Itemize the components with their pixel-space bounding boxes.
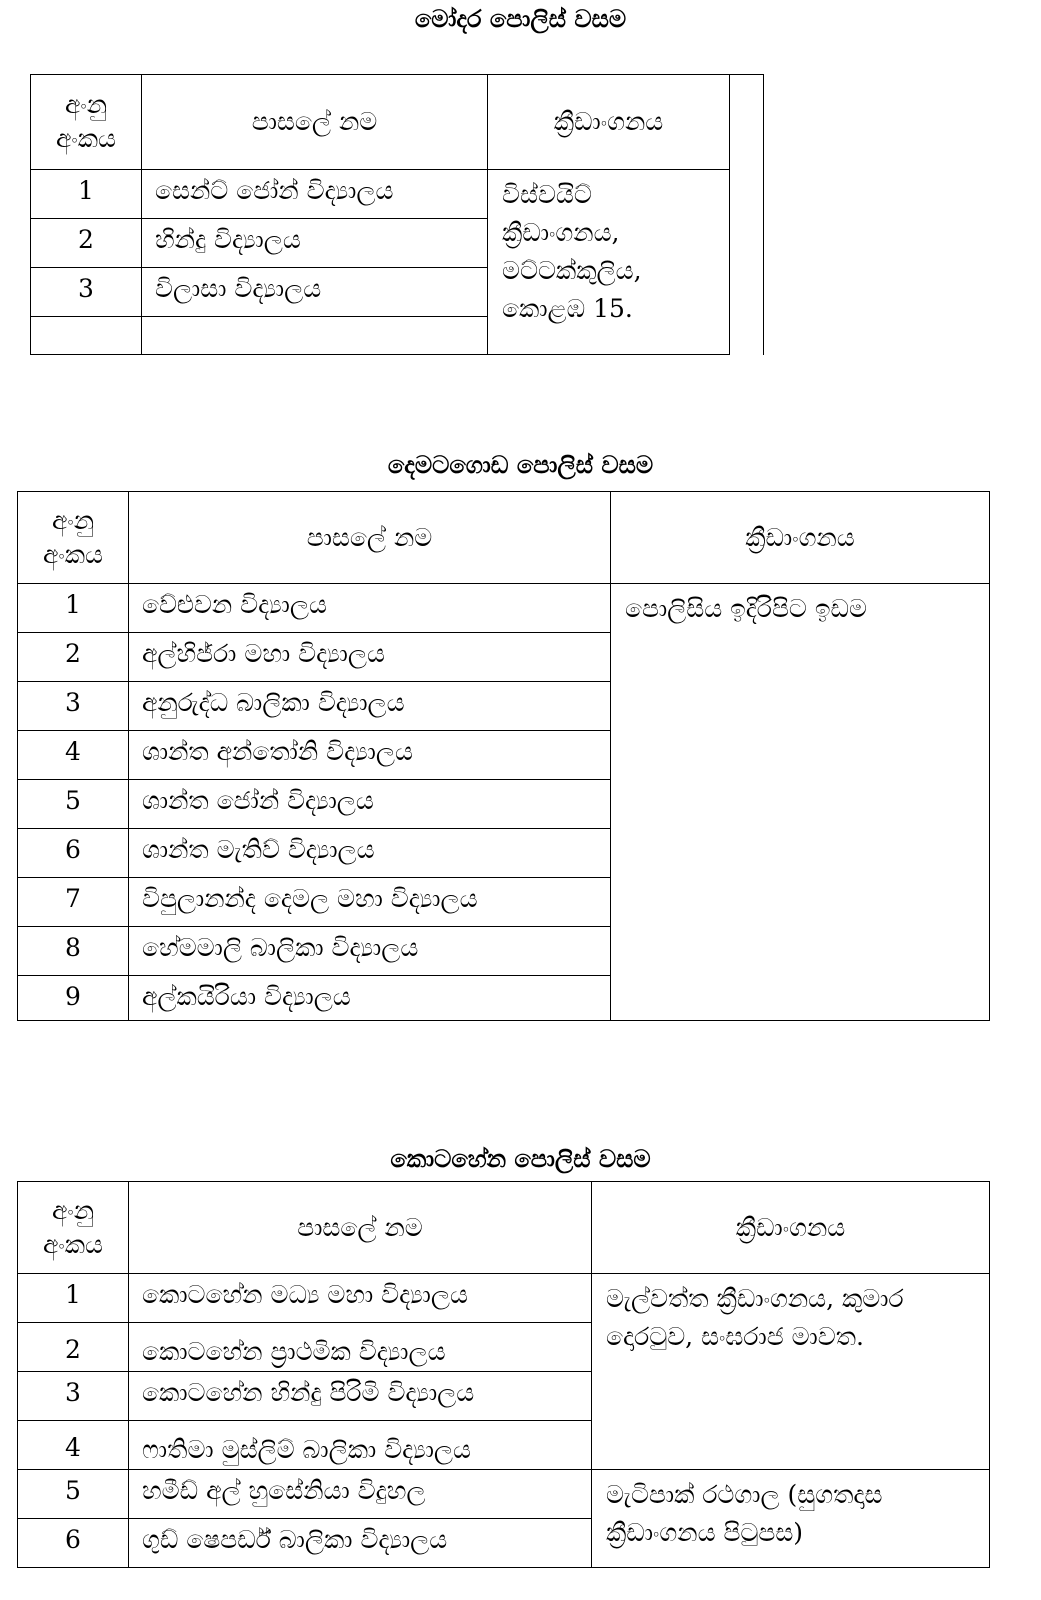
row-number: 4 bbox=[18, 731, 129, 780]
school-name: කොටහේන මධ්‍ය මහා විද්‍යාලය bbox=[129, 1274, 592, 1323]
school-name: අනුරුද්ධ බාලිකා විද්‍යාලය bbox=[129, 682, 611, 731]
table-header-row bbox=[31, 75, 764, 170]
table-header-row bbox=[18, 492, 990, 584]
school-name: විලාසා විද්‍යාලය bbox=[142, 268, 488, 317]
empty-column bbox=[730, 75, 764, 355]
school-name: කොටහේන ප්‍රාථමික විද්‍යාලය bbox=[129, 1323, 592, 1372]
row-number: 9 bbox=[18, 976, 129, 1021]
row-number: 8 bbox=[18, 927, 129, 976]
row-number: 1 bbox=[18, 584, 129, 633]
venue-cell: මැටිපාක් රථගාල (සුගතදාස ක්‍රීඩාංගනය පිටුපස) bbox=[592, 1470, 990, 1568]
row-number: 7 bbox=[18, 878, 129, 927]
table-row bbox=[31, 170, 764, 219]
section-title-modara: මෝදර පොලිස් වසම bbox=[414, 4, 627, 33]
table-row bbox=[18, 584, 990, 633]
row-number: 1 bbox=[31, 170, 142, 219]
row-number: 2 bbox=[31, 219, 142, 268]
header-venue: ක්‍රීඩාංගනය bbox=[488, 75, 730, 170]
row-number: 3 bbox=[18, 1372, 129, 1421]
row-number: 3 bbox=[31, 268, 142, 317]
row-number: 2 bbox=[18, 1323, 129, 1372]
section-title-dematagoda: දෙමටගොඩ පොලිස් වසම bbox=[387, 450, 654, 479]
venue-cell: විස්වයිට් ක්‍රීඩාංගනය, මට්ටක්කුලිය, කොළඹ 15. bbox=[488, 170, 730, 355]
school-name: අල්කයිරියා විද්‍යාලය bbox=[129, 976, 611, 1021]
school-name: හින්දු විද්‍යාලය bbox=[142, 219, 488, 268]
header-venue: ක්‍රීඩාංගනය bbox=[592, 1182, 990, 1274]
school-name: ගුඩ් ෂෙපර්ඩ් බාලිකා විද්‍යාලය bbox=[129, 1519, 592, 1568]
table-row bbox=[18, 1470, 990, 1519]
venue-cell: මැල්වත්ත ක්‍රීඩාංගනය, කුමාර දොරටුව, සංඝරාජ මාවත. bbox=[592, 1274, 990, 1470]
row-number: 6 bbox=[18, 1519, 129, 1568]
venue-cell: පොලිසිය ඉදිරිපිට ඉඩම bbox=[611, 584, 990, 1021]
row-number: 6 bbox=[18, 829, 129, 878]
row-number: 3 bbox=[18, 682, 129, 731]
school-name: හමීඩ් අල් හුසේනියා විදුහල bbox=[129, 1470, 592, 1519]
table-modara bbox=[30, 74, 764, 355]
school-name: සෙන්ට් ජෝන් විද්‍යාලය bbox=[142, 170, 488, 219]
header-school-name: පාසලේ නම bbox=[129, 492, 611, 584]
school-name: වේළුවන විද්‍යාලය bbox=[129, 584, 611, 633]
school-name: ෆාතිමා මුස්ලිම් බාලිකා විද්‍යාලය bbox=[129, 1421, 592, 1470]
header-school-name: පාසලේ නම bbox=[142, 75, 488, 170]
table-dematagoda bbox=[17, 491, 990, 1021]
header-number: අංනු අංකය bbox=[18, 1182, 129, 1274]
empty-cell bbox=[31, 317, 142, 355]
header-number: අංනු අංකය bbox=[18, 492, 129, 584]
school-name: ශාන්ත අන්තෝනි විද්‍යාලය bbox=[129, 731, 611, 780]
table-kotahena bbox=[17, 1181, 990, 1568]
table-header-row bbox=[18, 1182, 990, 1274]
school-name: ශාන්ත ජෝන් විද්‍යාලය bbox=[129, 780, 611, 829]
row-number: 4 bbox=[18, 1421, 129, 1470]
table-row bbox=[18, 1274, 990, 1323]
row-number: 5 bbox=[18, 1470, 129, 1519]
school-name: හේමමාලි බාලිකා විද්‍යාලය bbox=[129, 927, 611, 976]
row-number: 5 bbox=[18, 780, 129, 829]
header-number: අංනු අංකය bbox=[31, 75, 142, 170]
school-name: ශාන්ත මැතිව් විද්‍යාලය bbox=[129, 829, 611, 878]
empty-cell bbox=[142, 317, 488, 355]
school-name: අල්හිජ්රා මහා විද්‍යාලය bbox=[129, 633, 611, 682]
header-school-name: පාසලේ නම bbox=[129, 1182, 592, 1274]
row-number: 2 bbox=[18, 633, 129, 682]
header-venue: ක්‍රීඩාංගනය bbox=[611, 492, 990, 584]
row-number: 1 bbox=[18, 1274, 129, 1323]
school-name: කොටහේන හින්දු පිරිමි විද්‍යාලය bbox=[129, 1372, 592, 1421]
school-name: විපුලානන්ද දෙමල මහා විද්‍යාලය bbox=[129, 878, 611, 927]
section-title-kotahena: කොටහේන පොලිස් වසම bbox=[390, 1144, 651, 1173]
